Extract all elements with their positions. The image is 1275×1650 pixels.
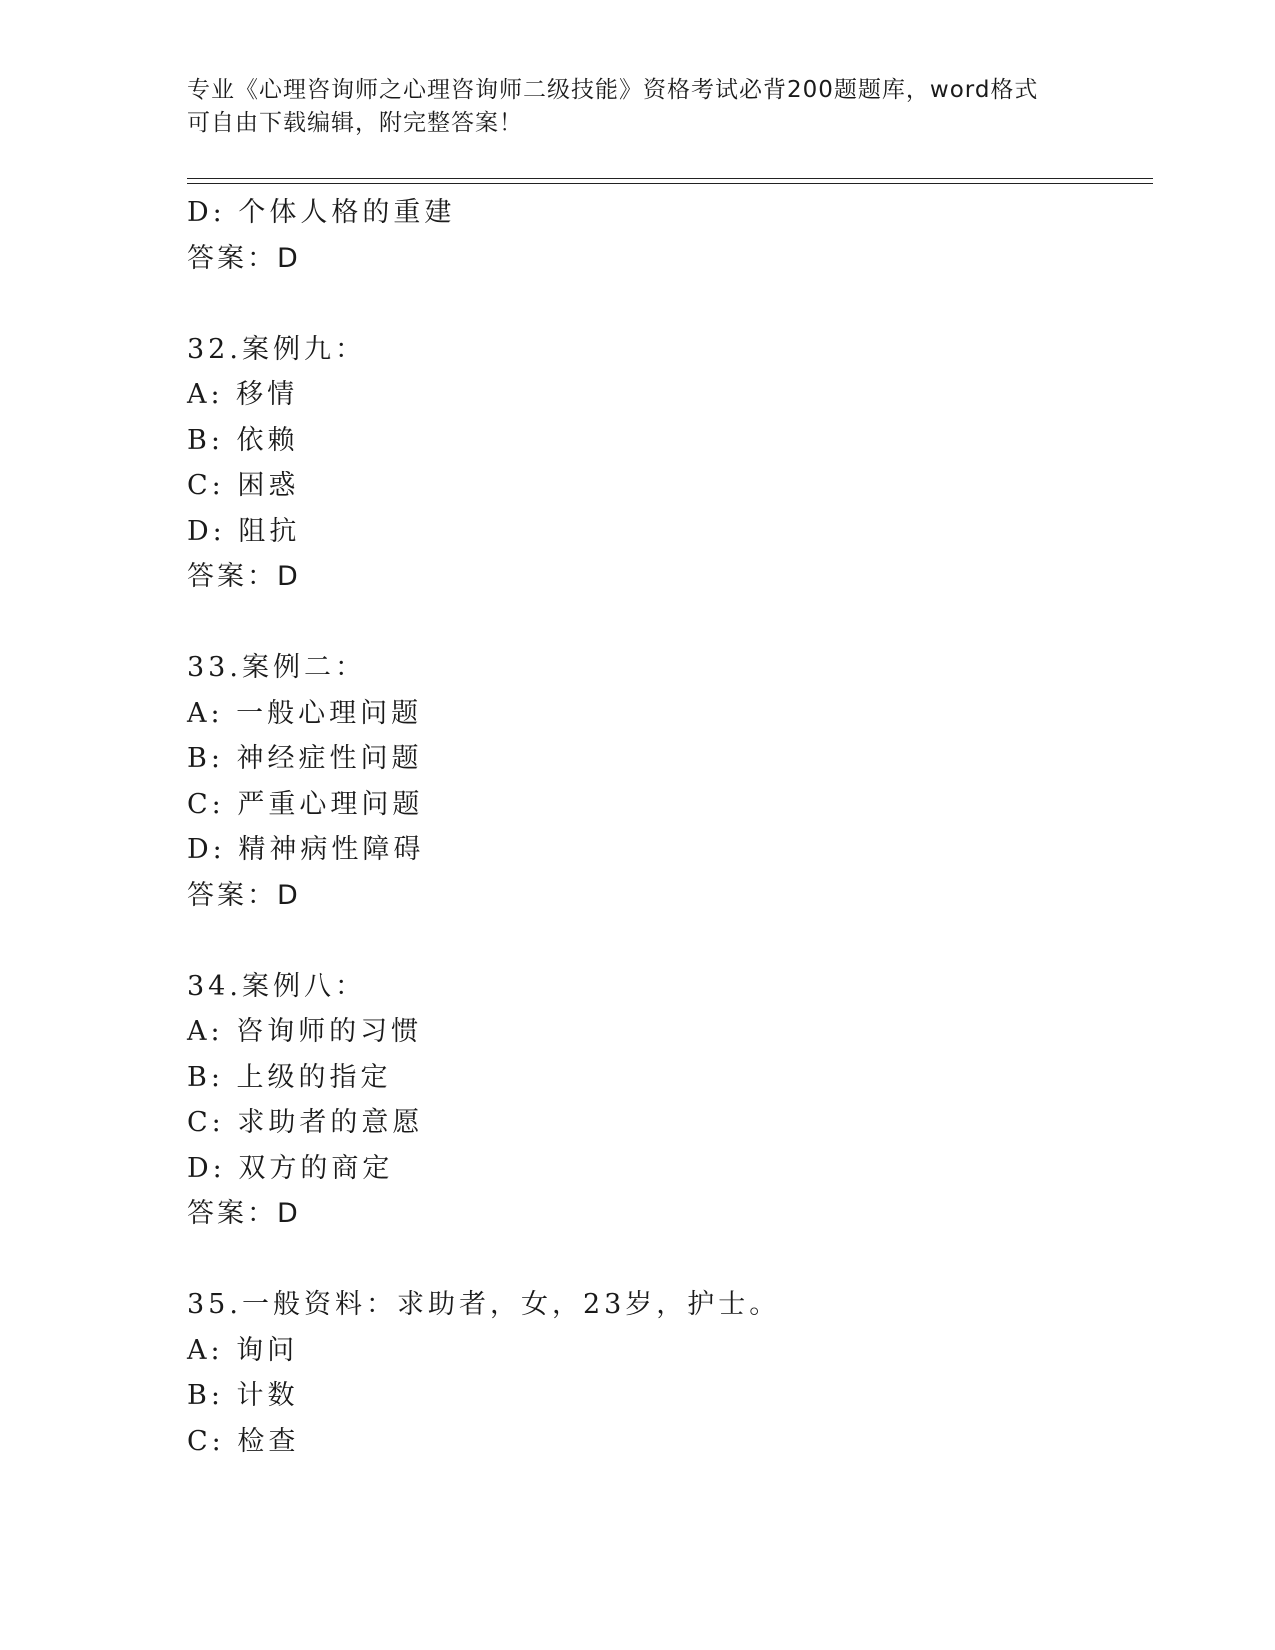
document-header: [187, 74, 1087, 140]
question-title: 34.案例八：: [187, 970, 366, 1002]
option-b: B: 计数: [187, 1380, 299, 1411]
header-divider-top: [187, 178, 1153, 179]
option-d: D: 双方的商定: [187, 1152, 394, 1184]
option-a: A: 移情: [187, 379, 299, 410]
option-d: D: 个体人格的重建: [187, 197, 456, 228]
question-title: 32.案例九：: [187, 333, 366, 365]
option-d: D: 精神病性障碍: [187, 834, 425, 865]
option-d: D: 阻抗: [187, 515, 301, 547]
question-35: [187, 1282, 1147, 1464]
question-34: [187, 964, 1147, 1237]
option-b: B: 神经症性问题: [187, 743, 423, 774]
question-list: [187, 190, 1147, 1464]
option-b: B: 上级的指定: [187, 1061, 392, 1093]
header-line-1: 专业《心理咨询师之心理咨询师二级技能》资格考试必背200题题库，word格式: [187, 77, 1039, 103]
option-c: C: 严重心理问题: [187, 788, 424, 820]
answer-line: 答案：D: [187, 561, 301, 592]
option-c: C: 困惑: [187, 470, 300, 501]
option-a: A: 咨询师的习惯: [187, 1016, 423, 1047]
header-divider-bottom: [187, 183, 1153, 184]
spacer: [187, 1237, 1147, 1283]
option-a: A: 一般心理问题: [187, 697, 423, 729]
option-c: C: 求助者的意愿: [187, 1107, 424, 1138]
option-c: C: 检查: [187, 1425, 300, 1457]
question-33: [187, 645, 1147, 918]
question-32: [187, 327, 1147, 600]
spacer: [187, 918, 1147, 964]
option-a: A: 询问: [187, 1334, 299, 1366]
option-b: B: 依赖: [187, 424, 299, 456]
header-line-2: 可自由下载编辑，附完整答案！: [187, 110, 523, 136]
spacer: [187, 281, 1147, 327]
answer-line: 答案：D: [187, 879, 301, 911]
question-31-tail: [187, 190, 1147, 281]
question-title: 35.一般资料：求助者，女，23岁，护士。: [187, 1289, 781, 1320]
question-title: 33.案例二：: [187, 652, 366, 683]
answer-line: 答案：D: [187, 242, 301, 274]
spacer: [187, 600, 1147, 646]
answer-line: 答案：D: [187, 1198, 301, 1229]
